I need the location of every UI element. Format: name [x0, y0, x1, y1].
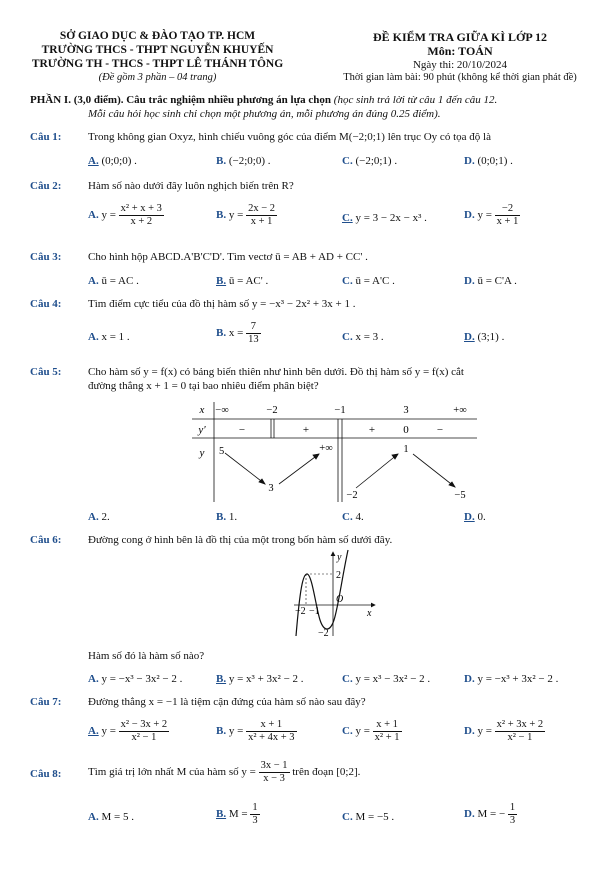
q2-label: Câu 2: [30, 180, 62, 192]
part-note-2: Mỗi câu hỏi học sinh chỉ chọn một phương án, mỗi phương án đúng 0.25 điểm). [88, 108, 441, 120]
graph-x-label: x [367, 608, 372, 619]
graph-tick-2: 2 [336, 570, 341, 581]
q3-option-a[interactable]: A. ū = AC . [88, 275, 139, 287]
q6-label: Câu 6: [30, 534, 62, 546]
graph-tick-neg1: −1 [309, 606, 320, 617]
q8-option-d[interactable]: D. M = − $\frac{1}{3}$ [464, 802, 516, 826]
q5-option-b[interactable]: B. 1. [216, 511, 238, 523]
q8-option-c[interactable]: C. M = −5 . [342, 811, 395, 823]
header-school-2: TRƯỜNG TH - THCS - THPT LÊ THÁNH TÔNG [31, 58, 284, 70]
header-school-1: TRƯỜNG THCS - THPT NGUYỄN KHUYẾN [41, 44, 274, 56]
vt-y-5: 5 [219, 446, 225, 457]
q4-label: Câu 4: [30, 298, 62, 310]
q5-text-1: Cho hàm số y = f(x) có bảng biến thiên như hình bên dưới. Đồ thị hàm số y = f(x) cắt [88, 366, 464, 378]
q7-option-a[interactable]: A. y = $\frac{\text{x² − 3x + 2}}{\text{x² − 1}}$ [88, 719, 168, 743]
q6-option-b[interactable]: B. y = x³ + 3x² − 2 . [216, 673, 304, 685]
q7-text: Đường thẳng x = −1 là tiệm cận đứng của hàm số nào sau đây? [88, 696, 366, 708]
q4-text: Tìm điểm cực tiểu của đồ thị hàm số y = −x³ − 2x² + 3x + 1 . [88, 298, 356, 310]
vt-x-neg-inf: −∞ [215, 405, 229, 416]
q1-label: Câu 1: [30, 131, 62, 143]
vt-yprime-label: y' [198, 424, 206, 436]
q6-text-2: Hàm số đó là hàm số nào? [88, 650, 205, 662]
q7-option-c[interactable]: C. y = $\frac{x + 1}{\text{x² + 1}}$ [342, 719, 400, 743]
q3-option-b[interactable]: B. ū = AC' . [216, 275, 269, 287]
graph-tick-yneg2: −2 [318, 628, 329, 638]
q8-label: Câu 8: [30, 768, 62, 780]
part-note-1: (học sinh trả lời từ câu 1 đến câu 12. [333, 94, 498, 106]
q2-option-d[interactable]: D. y = $\frac{-2}{x + 1}$ [464, 203, 519, 227]
vt-x-neg1: −1 [334, 405, 346, 416]
vt-sign-2: + [302, 424, 310, 436]
graph-tick-neg2: −2 [295, 606, 306, 617]
q8-text: Tìm giá trị lớn nhất M của hàm số y = $\frac{3x - 1}{x - 3}$ trên đoạn [0;2]. [88, 760, 361, 784]
function-graph [292, 548, 377, 638]
vt-x-pos-inf: +∞ [453, 405, 467, 416]
q5-option-a[interactable]: A. 2. [88, 511, 110, 523]
q8-option-a[interactable]: A. M = 5 . [88, 811, 134, 823]
vt-x-neg2: −2 [266, 405, 278, 416]
q5-option-c[interactable]: C. 4. [342, 511, 364, 523]
q8-option-b[interactable]: B. M = $\frac{1}{3}$ [216, 802, 258, 826]
header-subject: Môn: TOÁN [427, 44, 493, 58]
vt-y-1: 1 [403, 444, 409, 455]
vt-arrow-1 [225, 453, 265, 484]
graph-origin-label: O [336, 594, 344, 605]
q6-text: Đường cong ở hình bên là đồ thị của một trong bốn hàm số dưới đây. [88, 534, 393, 546]
vt-sign-5: − [436, 424, 444, 436]
q2-option-a[interactable]: A. y = $\frac{\text{x² + x + 3}}{x + 2}$ [88, 203, 162, 227]
q2-text: Hàm số nào dưới đây luôn nghịch biến trên R? [88, 180, 294, 192]
vt-arrow-3 [356, 454, 398, 488]
vt-sign-4: 0 [403, 424, 409, 436]
q7-option-b[interactable]: B. y = $\frac{x + 1}{\text{x² + 4x + 3}}$ [216, 719, 295, 743]
vt-y-3: 3 [268, 483, 274, 494]
vt-x-3: 3 [403, 405, 409, 416]
q1-option-a[interactable]: A. (0;0;0) . [88, 155, 137, 167]
q5-text-2: đường thẳng x + 1 = 0 tại bao nhiêu điểm phân biệt? [88, 380, 319, 392]
q3-option-d[interactable]: D. ū = C'A . [464, 275, 517, 287]
vt-x-label: x [199, 404, 205, 416]
q1-option-c[interactable]: C. (−2;0;1) . [342, 155, 398, 167]
q3-label: Câu 3: [30, 251, 62, 263]
variation-table [192, 398, 477, 504]
q6-option-d[interactable]: D. y = −x³ + 3x² − 2 . [464, 673, 559, 685]
q6-option-c[interactable]: C. y = x³ − 3x² − 2 . [342, 673, 431, 685]
q5-option-d[interactable]: D. 0. [464, 511, 486, 523]
q2-option-b[interactable]: B. y = $\frac{2x - 2}{x + 1}$ [216, 203, 275, 227]
header-exam-title: ĐỀ KIỂM TRA GIỮA KÌ LỚP 12 [372, 30, 548, 44]
vt-sign-1: − [238, 424, 246, 436]
q3-text: Cho hình hộp ABCD.A'B'C'D'. Tìm vectơ ū = AB + AD + CC' . [88, 251, 368, 263]
vt-arrow-4 [413, 454, 455, 487]
part-title-line [30, 94, 497, 106]
vt-y-neg2: −2 [346, 490, 358, 501]
q4-option-a[interactable]: A. x = 1 . [88, 331, 130, 343]
vt-y-neg5: −5 [454, 490, 466, 501]
header-department: SỞ GIAO DỤC & ĐÀO TẠO TP. HCM [59, 30, 256, 42]
vt-sign-3: + [368, 424, 376, 436]
vt-y-label: y [199, 447, 205, 459]
header-exam-date: Ngày thi: 20/10/2024 [412, 59, 508, 71]
q7-label: Câu 7: [30, 696, 62, 708]
q7-option-d[interactable]: D. y = $\frac{\text{x² + 3x + 2}}{\text{x² − 1}}$ [464, 719, 544, 743]
header-duration: Thời gian làm bài: 90 phút (không kể thời gian phát đề) [343, 72, 577, 83]
header-pages-note: (Đề gồm 3 phần – 04 trang) [98, 72, 217, 83]
q4-option-b[interactable]: B. x = $\frac{7}{13}$ [216, 321, 259, 345]
vt-arrow-2 [279, 454, 319, 484]
q1-option-b[interactable]: B. (−2;0;0) . [216, 155, 271, 167]
q5-label: Câu 5: [30, 366, 62, 378]
q1-option-d[interactable]: D. (0;0;1) . [464, 155, 513, 167]
q6-option-a[interactable]: A. y = −x³ − 3x² − 2 . [88, 673, 183, 685]
q4-option-c[interactable]: C. x = 3 . [342, 331, 384, 343]
q4-option-d[interactable]: D. (3;1) . [464, 331, 505, 343]
vt-y-pos-inf: +∞ [319, 443, 333, 454]
graph-y-label: y [337, 552, 342, 563]
q3-option-c[interactable]: C. ū = A'C . [342, 275, 395, 287]
part-title: PHẦN I. (3,0 điểm). Câu trắc nghiệm nhiều phương án lựa chọn [30, 94, 332, 106]
q1-text: Trong không gian Oxyz, hình chiếu vuông góc của điểm M(−2;0;1) lên trục Oy có tọa độ là [88, 131, 491, 143]
q2-option-c[interactable]: C. y = 3 − 2x − x³ . [342, 212, 427, 224]
